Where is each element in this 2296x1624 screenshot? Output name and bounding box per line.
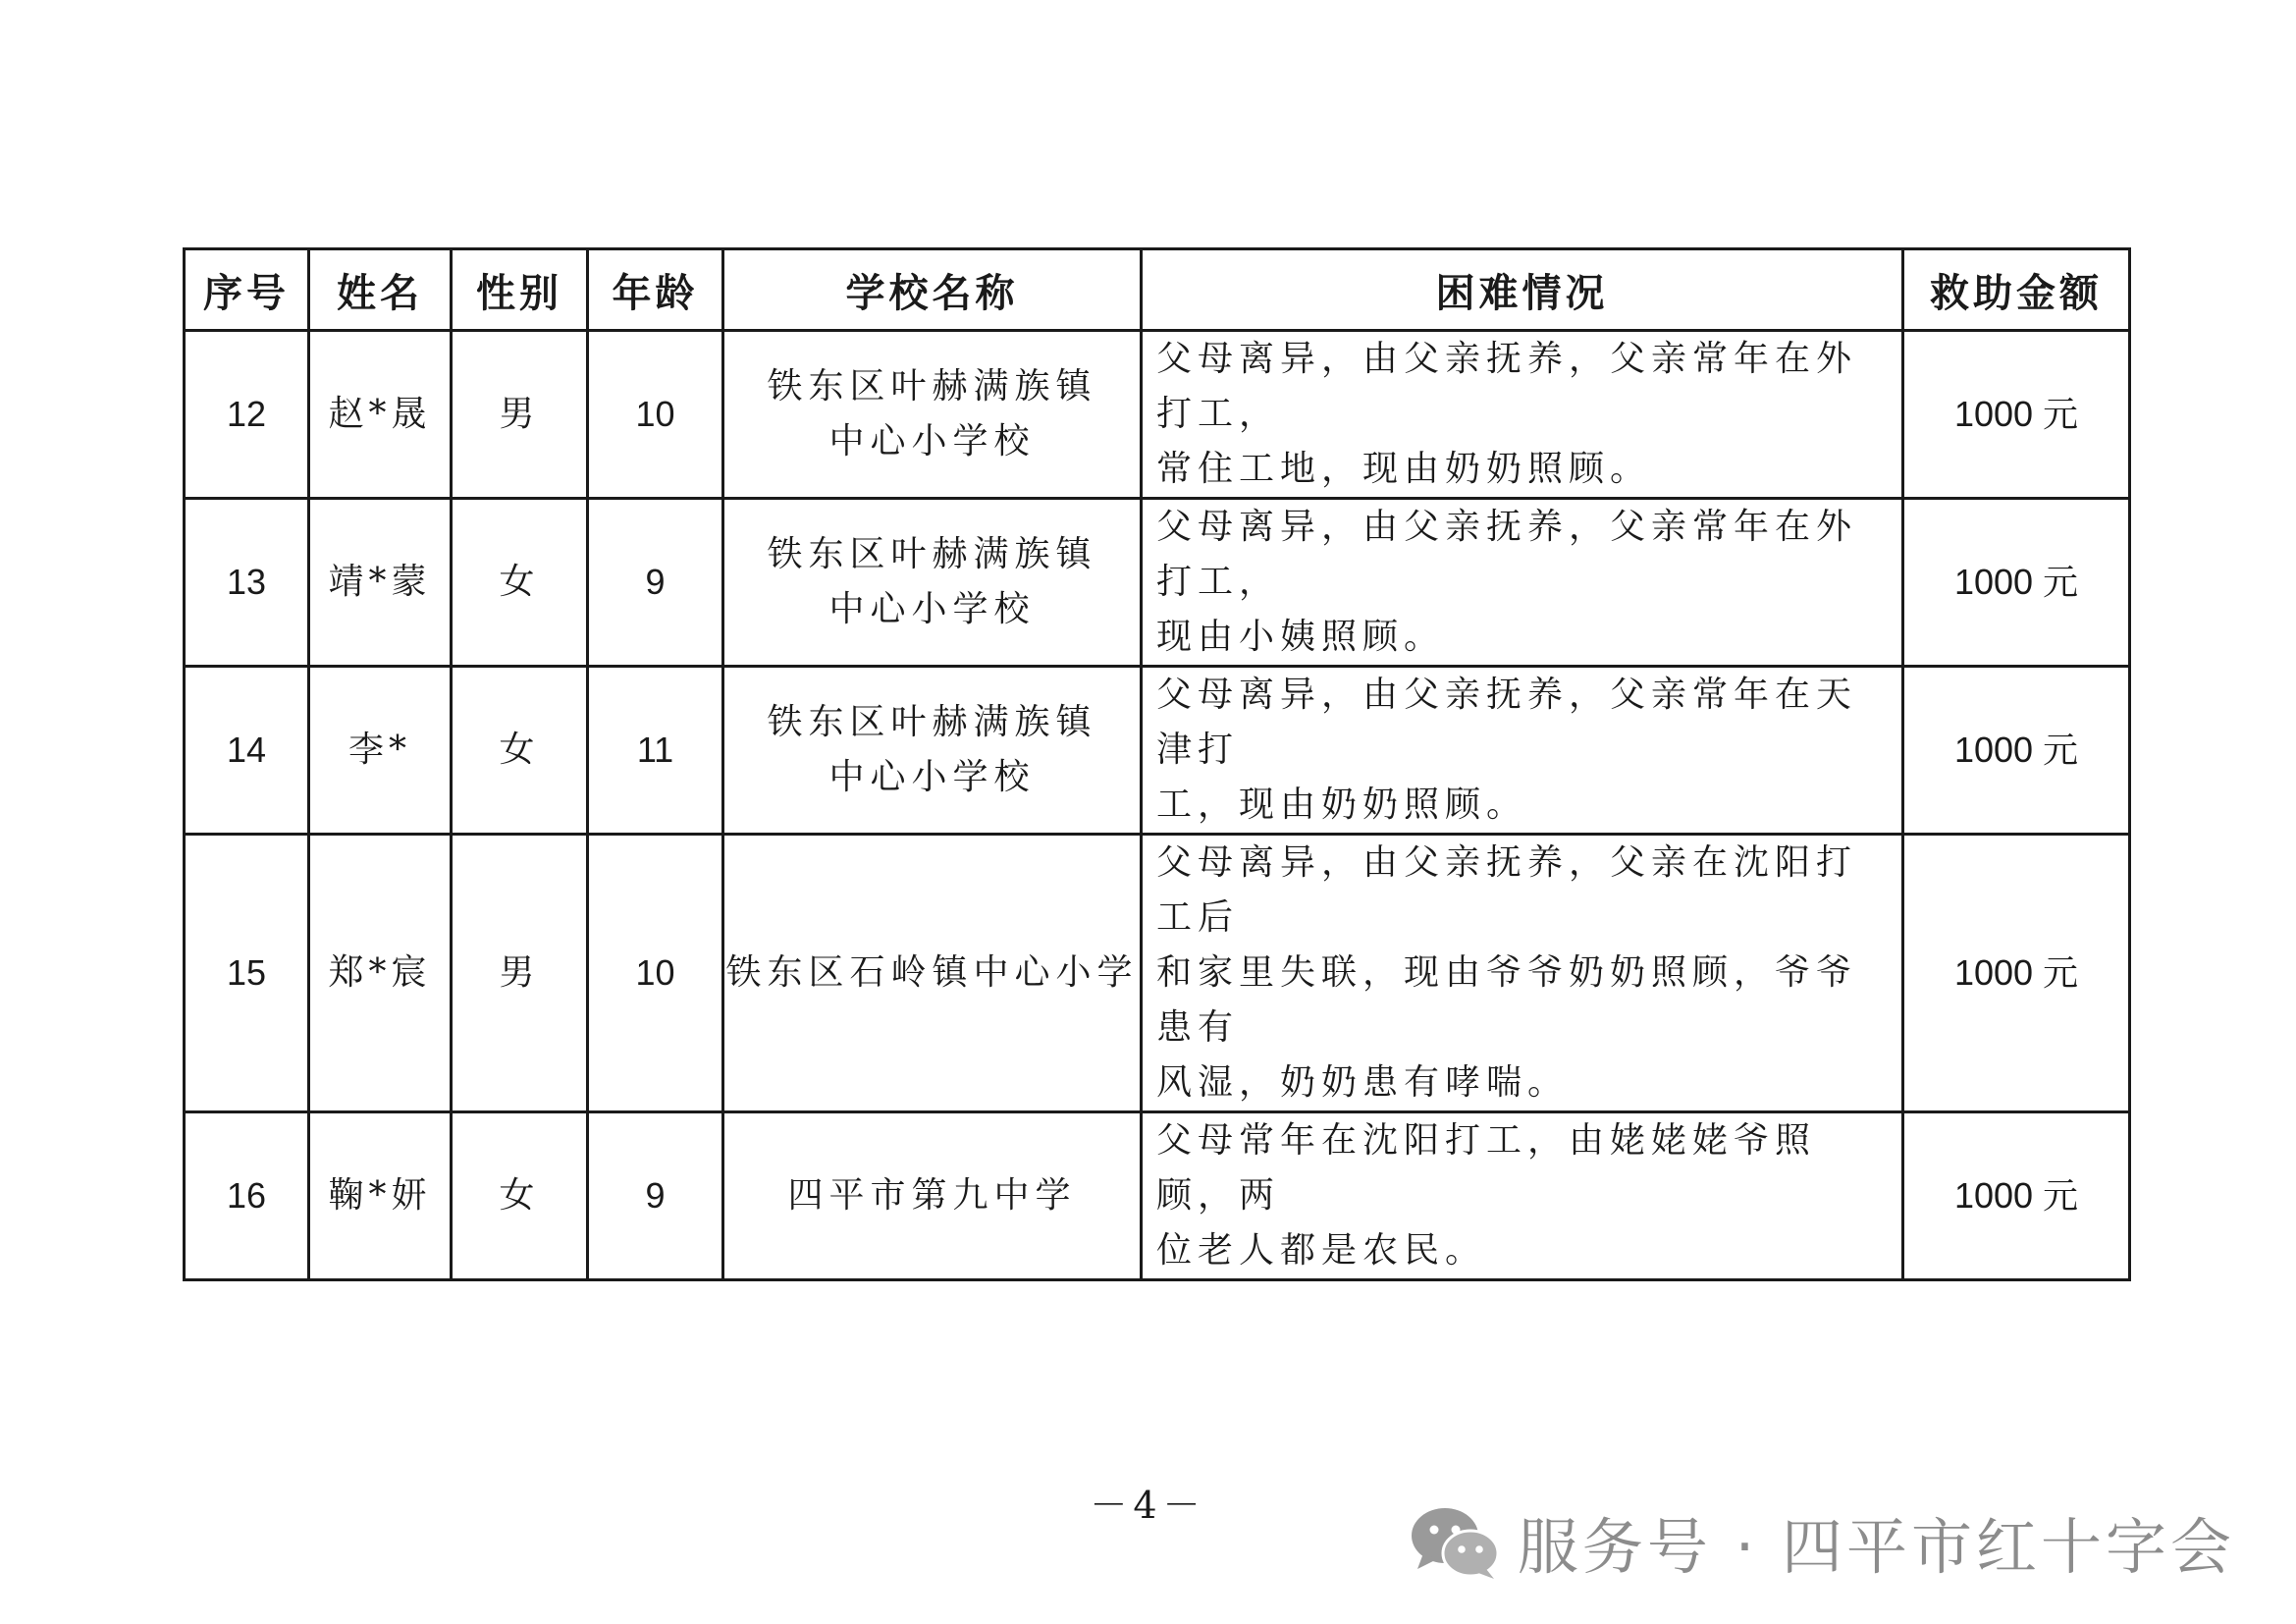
cell-difficulty bbox=[1142, 1112, 1903, 1280]
cell-difficulty bbox=[1142, 835, 1903, 1112]
watermark bbox=[1408, 1502, 2235, 1581]
cell-gender: 女 bbox=[452, 499, 588, 667]
header-row bbox=[185, 249, 2130, 331]
watermark-text: 服务号 · 四平市红十字会 bbox=[1517, 1510, 2235, 1583]
table-row bbox=[185, 499, 2130, 667]
cell-age: 9 bbox=[588, 499, 723, 667]
difficulty-line: 现由小姨照顾。 bbox=[1156, 617, 1446, 657]
page-number: －4－ bbox=[1090, 1484, 1206, 1527]
difficulty-line: 位老人都是农民。 bbox=[1156, 1230, 1487, 1271]
cell-amount: 1000 元 bbox=[1903, 1112, 2130, 1280]
header-gender: 性别 bbox=[452, 249, 588, 331]
cell-name: 靖*蒙 bbox=[309, 499, 452, 667]
difficulty-line: 工，现由奶奶照顾。 bbox=[1156, 785, 1528, 825]
header-name: 姓名 bbox=[309, 249, 452, 331]
cell-seq: 12 bbox=[185, 331, 309, 499]
difficulty-line: 常住工地，现由奶奶照顾。 bbox=[1156, 449, 1652, 489]
school-line: 铁东区叶赫满族镇 bbox=[767, 534, 1097, 574]
cell-gender: 女 bbox=[452, 1112, 588, 1280]
difficulty-line: 父母常年在沈阳打工，由姥姥姥爷照顾，两 bbox=[1156, 1120, 1817, 1216]
header-age: 年龄 bbox=[588, 249, 723, 331]
table-row bbox=[185, 331, 2130, 499]
school-line: 四平市第九中学 bbox=[787, 1175, 1077, 1216]
cell-difficulty bbox=[1142, 331, 1903, 499]
table-row bbox=[185, 667, 2130, 835]
cell-school bbox=[723, 667, 1142, 835]
cell-school bbox=[723, 1112, 1142, 1280]
school-line: 铁东区叶赫满族镇 bbox=[767, 366, 1097, 406]
cell-seq: 14 bbox=[185, 667, 309, 835]
header-seq: 序号 bbox=[185, 249, 309, 331]
cell-name: 李* bbox=[309, 667, 452, 835]
header-amount: 救助金额 bbox=[1903, 249, 2130, 331]
school-line: 中心小学校 bbox=[828, 589, 1036, 629]
cell-gender: 女 bbox=[452, 667, 588, 835]
school-line: 中心小学校 bbox=[828, 421, 1036, 461]
school-line: 铁东区石岭镇中心小学 bbox=[725, 952, 1139, 993]
cell-gender: 男 bbox=[452, 331, 588, 499]
cell-difficulty bbox=[1142, 667, 1903, 835]
cell-amount: 1000 元 bbox=[1903, 667, 2130, 835]
cell-school bbox=[723, 835, 1142, 1112]
cell-difficulty bbox=[1142, 499, 1903, 667]
cell-seq: 13 bbox=[185, 499, 309, 667]
cell-age: 10 bbox=[588, 835, 723, 1112]
cell-age: 9 bbox=[588, 1112, 723, 1280]
cell-school bbox=[723, 499, 1142, 667]
cell-amount: 1000 元 bbox=[1903, 835, 2130, 1112]
aid-table bbox=[183, 247, 2131, 1281]
wechat-icon bbox=[1408, 1502, 1502, 1581]
table-row bbox=[185, 1112, 2130, 1280]
cell-seq: 15 bbox=[185, 835, 309, 1112]
cell-amount: 1000 元 bbox=[1903, 331, 2130, 499]
school-line: 中心小学校 bbox=[828, 757, 1036, 797]
cell-name: 赵*晟 bbox=[309, 331, 452, 499]
header-difficulty: 困难情况 bbox=[1142, 249, 1903, 331]
difficulty-line: 和家里失联，现由爷爷奶奶照顾，爷爷患有 bbox=[1156, 952, 1858, 1048]
cell-gender: 男 bbox=[452, 835, 588, 1112]
difficulty-line: 父母离异，由父亲抚养，父亲在沈阳打工后 bbox=[1156, 842, 1858, 938]
cell-school bbox=[723, 331, 1142, 499]
cell-age: 11 bbox=[588, 667, 723, 835]
cell-name: 郑*宸 bbox=[309, 835, 452, 1112]
cell-age: 10 bbox=[588, 331, 723, 499]
difficulty-line: 父母离异，由父亲抚养，父亲常年在天津打 bbox=[1156, 675, 1858, 770]
cell-name: 鞠*妍 bbox=[309, 1112, 452, 1280]
table-row bbox=[185, 835, 2130, 1112]
difficulty-line: 父母离异，由父亲抚养，父亲常年在外打工， bbox=[1156, 507, 1858, 602]
difficulty-line: 风湿，奶奶患有哮喘。 bbox=[1156, 1062, 1570, 1103]
school-line: 铁东区叶赫满族镇 bbox=[767, 702, 1097, 742]
cell-seq: 16 bbox=[185, 1112, 309, 1280]
header-school: 学校名称 bbox=[723, 249, 1142, 331]
difficulty-line: 父母离异，由父亲抚养，父亲常年在外打工， bbox=[1156, 339, 1858, 434]
cell-amount: 1000 元 bbox=[1903, 499, 2130, 667]
